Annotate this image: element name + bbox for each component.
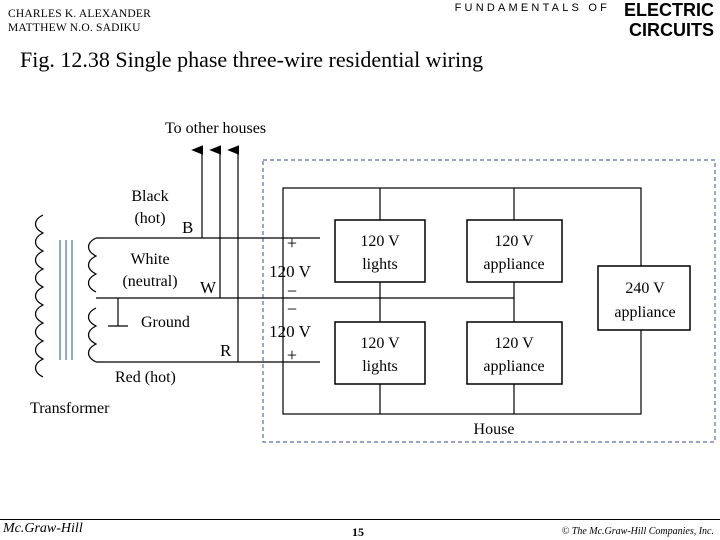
load-label: 120 V [360, 233, 400, 250]
load-label: lights [362, 358, 398, 375]
figure-title: Fig. 12.38 Single phase three-wire residential wiring [20, 47, 484, 72]
load-label: 120 V [494, 233, 534, 250]
label-neutral: (neutral) [122, 273, 178, 290]
label-red-hot: Red (hot) [115, 369, 176, 386]
publisher-label: Mc.Graw-Hill [3, 521, 83, 536]
load-label: appliance [614, 304, 676, 321]
copyright-label: © The Mc.Graw-Hill Companies, Inc. [561, 526, 714, 537]
label-transformer: Transformer [30, 400, 110, 417]
label-black: Black [131, 188, 169, 205]
label-white: White [130, 251, 170, 268]
load-label: appliance [483, 256, 545, 273]
label-plus: + [286, 345, 298, 365]
label-B: B [182, 218, 194, 237]
label-R: R [220, 341, 232, 360]
transformer-secondary-coil [89, 308, 97, 362]
footer-divider [0, 519, 720, 520]
author-name: CHARLES K. ALEXANDER [8, 8, 151, 20]
series-label: FUNDAMENTALS OF [454, 2, 610, 14]
load-label: lights [362, 256, 398, 273]
label-120v-lower: 120 V [269, 322, 311, 341]
label-minus: − [286, 281, 298, 301]
load-label: 240 V [625, 280, 665, 297]
load-label: 120 V [494, 335, 534, 352]
transformer-primary-coil [36, 215, 44, 377]
load-label: appliance [483, 358, 545, 375]
label-other-houses: To other houses [165, 120, 267, 137]
label-house: House [473, 421, 515, 438]
label-W: W [200, 278, 217, 297]
load-label: 120 V [360, 335, 400, 352]
author-name: MATTHEW N.O. SADIKU [8, 22, 141, 34]
book-title-line: CIRCUITS [629, 20, 714, 40]
label-hot: (hot) [134, 210, 166, 227]
label-plus: + [286, 233, 298, 253]
label-minus: − [286, 299, 298, 319]
transformer-secondary-coil [89, 238, 97, 292]
book-title-line: ELECTRIC [624, 0, 714, 20]
label-ground: Ground [141, 314, 190, 331]
label-120v-upper: 120 V [269, 262, 311, 281]
page-number: 15 [352, 525, 364, 539]
